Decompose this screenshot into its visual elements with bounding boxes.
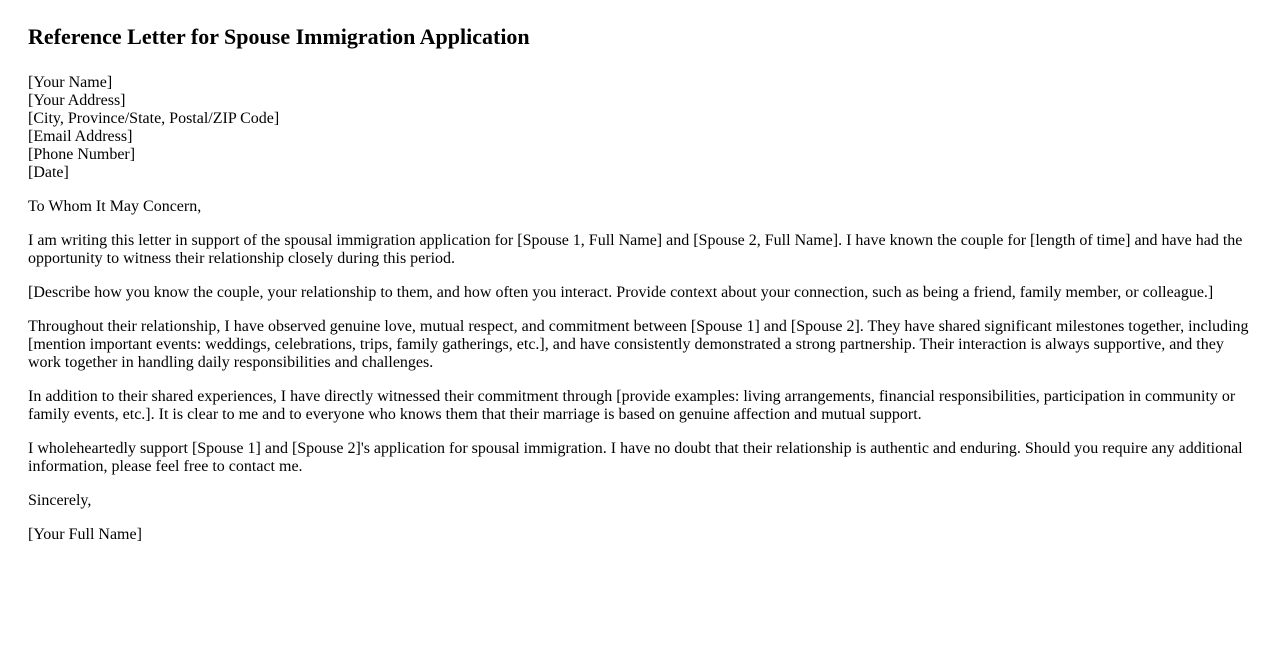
salutation: To Whom It May Concern, (28, 198, 202, 215)
sender-address-line: [Your Address] (28, 92, 126, 109)
sender-email-line: [Email Address] (28, 128, 133, 145)
signature-placeholder: [Your Full Name] (28, 526, 142, 543)
sender-city-line: [City, Province/State, Postal/ZIP Code] (28, 110, 280, 127)
document-title: Reference Letter for Spouse Immigration Application (28, 24, 530, 49)
body-paragraph-relationship-context: [Describe how you know the couple, your relationship to them, and how often you interact. Provide context about your connection, such as being a friend, family member, or colleague.] (28, 284, 1214, 301)
body-paragraph-commitment-evidence: In addition to their shared experiences, I have directly witnessed their commitment through [provide examples: living arrangements, financial responsibilities, participation in community or family events, etc.]. It is clear to me and to everyone who knows them that their marriage is based on genuine affection and mutual support. (28, 388, 1236, 423)
sender-phone-line: [Phone Number] (28, 146, 136, 163)
body-paragraph-introduction: I am writing this letter in support of the spousal immigration application for [Spouse 1, Full Name] and [Spouse 2, Full Name]. I have known the couple for [length of time] and have had the opportunity to witness their relationship closely during this period. (28, 232, 1243, 267)
sender-date-line: [Date] (28, 164, 69, 181)
body-paragraph-endorsement: I wholeheartedly support [Spouse 1] and [Spouse 2]'s application for spousal immigration. I have no doubt that their relationship is authentic and enduring. Should you require any additional information, please feel free to contact me. (28, 440, 1243, 475)
sender-block (28, 74, 1250, 182)
closing: Sincerely, (28, 492, 92, 509)
body-paragraph-observations: Throughout their relationship, I have observed genuine love, mutual respect, and commitment between [Spouse 1] and [Spouse 2]. They have shared significant milestones together, including [mention important events: weddings, celebrations, trips, family gatherings, etc.], and have consistently demonstrated a strong partnership. Their interaction is always supportive, and they work together in handling daily responsibilities and challenges. (28, 318, 1249, 371)
sender-name-line: [Your Name] (28, 74, 113, 91)
